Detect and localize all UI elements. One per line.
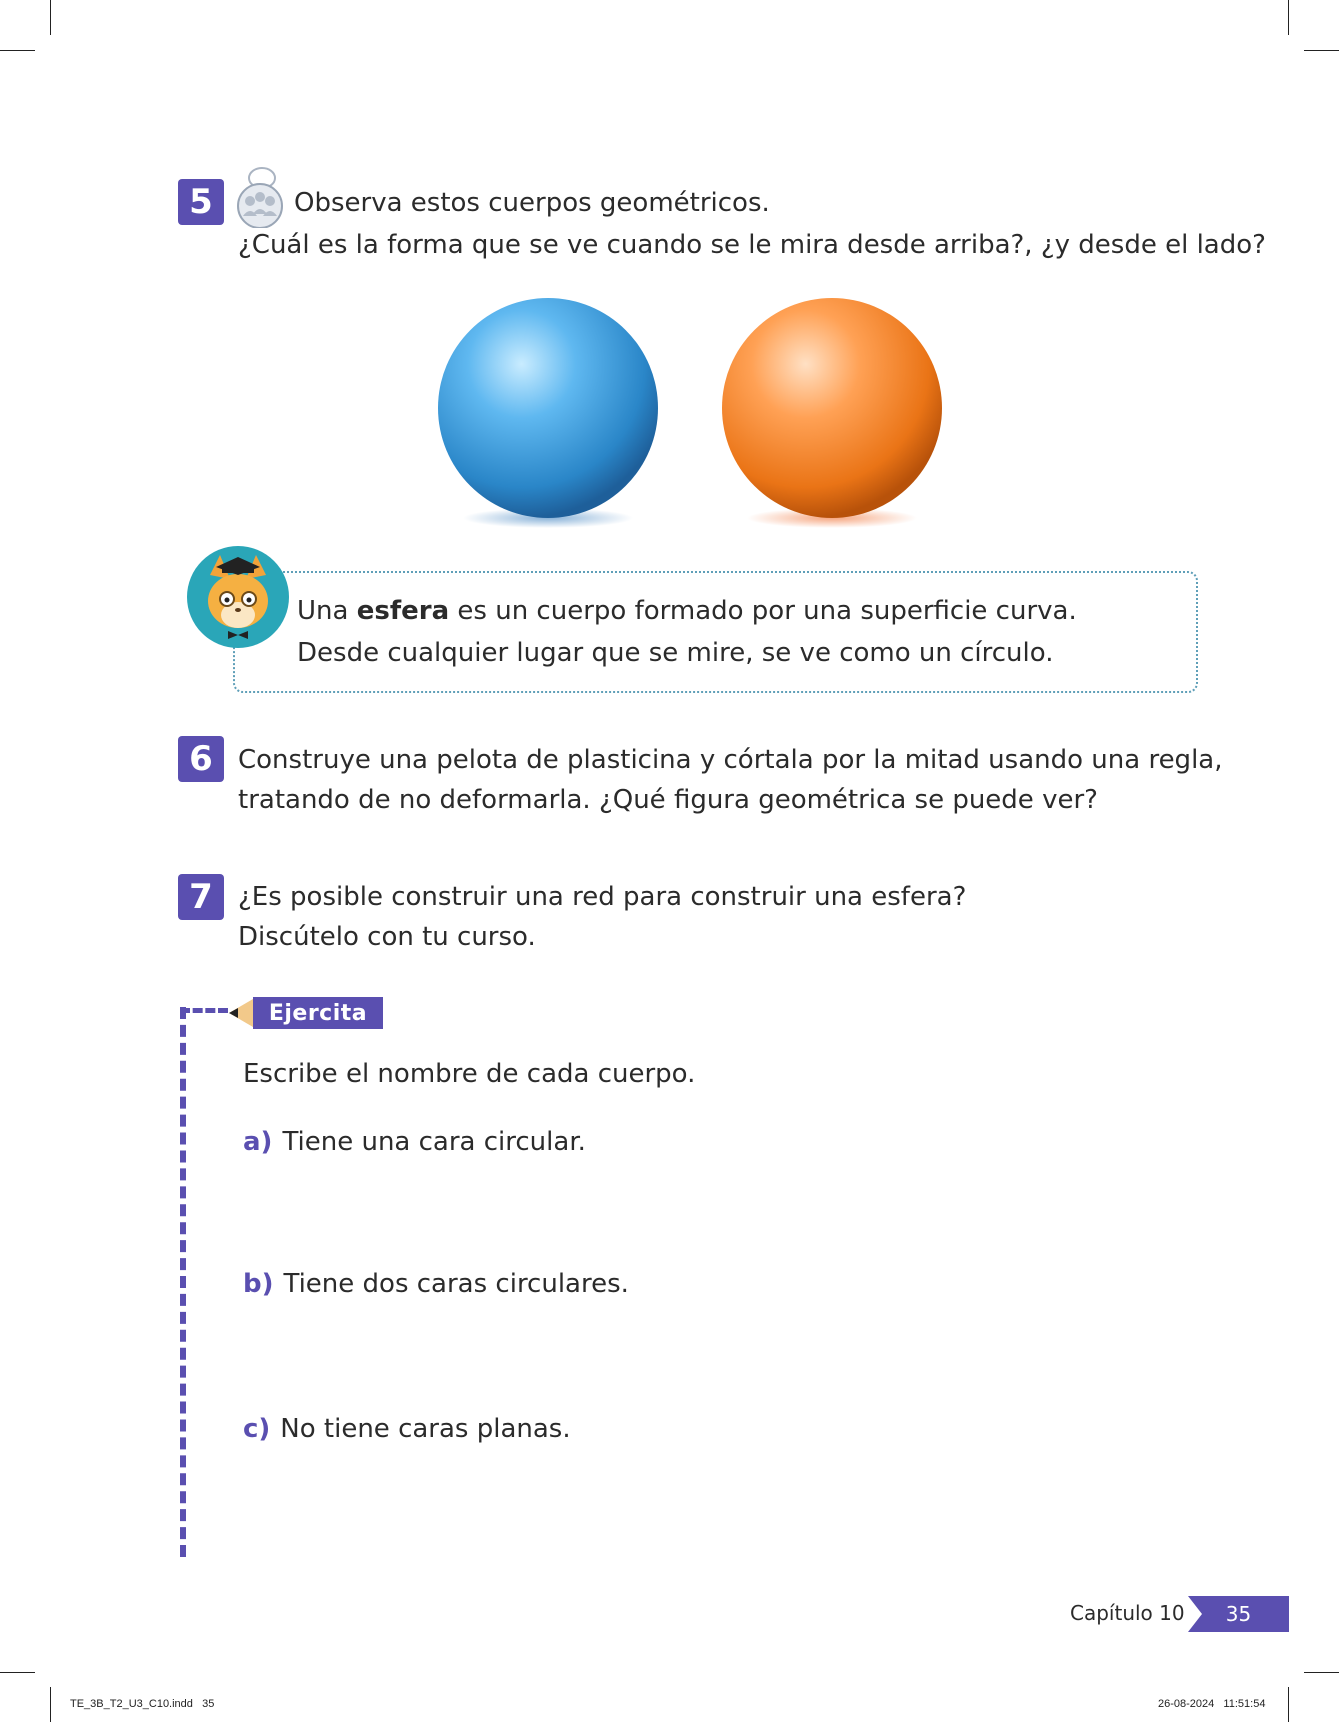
definition-post: es un cuerpo formado por una superficie curva. [449,596,1077,626]
ejercita-tab: Ejercita [253,997,383,1029]
ejercita-top-border [180,1008,228,1013]
item-a-letter: a) [243,1127,273,1157]
item-c [243,1411,571,1447]
question-6-line2: tratando de no deformarla. ¿Qué figura geométrica se puede ver? [238,785,1098,815]
page-number: 35 [1188,1596,1289,1632]
question-7-line1: ¿Es posible construir una red para construir una esfera? [238,882,967,912]
item-c-letter: c) [243,1414,271,1444]
pencil-tip-icon [229,999,253,1027]
item-b-text: Tiene dos caras circulares. [283,1269,629,1299]
crop-mark [1304,1672,1339,1673]
crop-mark [0,50,35,51]
definition-line1 [297,590,1077,632]
question-6-badge: 6 [178,736,224,782]
ejercita-instruction: Escribe el nombre de cada cuerpo. [243,1059,696,1089]
blue-sphere [428,296,668,536]
question-7-badge: 7 [178,874,224,920]
slug-file: TE_3B_T2_U3_C10.indd 35 [70,1698,215,1710]
fox-mascot-icon [186,545,290,649]
item-a-text: Tiene una cara circular. [282,1127,586,1157]
crop-mark [1288,0,1289,35]
definition-line2: Desde cualquier lugar que se mire, se ve como un círculo. [297,638,1054,668]
crop-mark [1304,50,1339,51]
ejercita-border [180,1007,186,1557]
definition-pre: Una [297,596,357,626]
question-5-line2: ¿Cuál es la forma que se ve cuando se le mira desde arriba?, ¿y desde el lado? [238,230,1266,260]
page-number-notch [1188,1596,1202,1632]
chapter-label: Capítulo 10 [1070,1601,1185,1625]
question-5-badge: 5 [178,179,224,225]
group-work-icon [234,166,286,228]
item-a [243,1124,586,1160]
crop-mark [50,1687,51,1722]
crop-mark [1288,1687,1289,1722]
slug-date: 26-08-2024 11:51:54 [1158,1698,1266,1710]
question-6-line1: Construye una pelota de plasticina y córtala por la mitad usando una regla, [238,745,1223,775]
orange-sphere [712,296,952,536]
crop-mark [0,1672,35,1673]
crop-mark [50,0,51,35]
definition-term: esfera [356,596,450,626]
question-7-line2: Discútelo con tu curso. [238,922,536,952]
item-c-text: No tiene caras planas. [280,1414,571,1444]
question-5-line1: Observa estos cuerpos geométricos. [294,188,770,218]
item-b-letter: b) [243,1269,274,1299]
item-b [243,1266,629,1302]
